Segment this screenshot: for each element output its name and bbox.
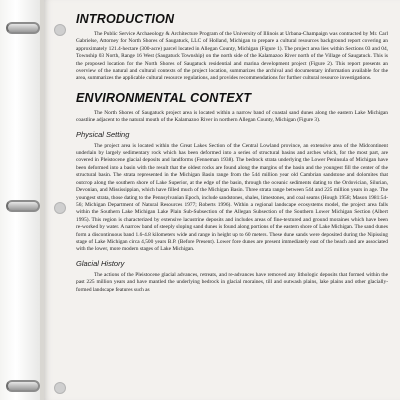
- document-page: [44, 0, 400, 400]
- punch-hole: [54, 202, 66, 214]
- binder-ring: [6, 200, 40, 212]
- glacial-history-heading: Glacial History: [76, 258, 125, 268]
- binder-ring: [6, 22, 40, 34]
- environmental-context-paragraph: The North Shores of Saugatuck project area is located within a narrow band of coastal sand dunes along the eastern Lake Michigan coastline adjacent to the natural mouth of the Kalamazoo River in northern Allegan County, Michigan (Figure 3).: [76, 109, 388, 124]
- physical-setting-heading: Physical Setting: [76, 129, 130, 139]
- binder-spine: [0, 0, 40, 400]
- binder-ring: [6, 380, 40, 392]
- introduction-heading: INTRODUCTION: [76, 12, 175, 26]
- punch-hole: [54, 24, 66, 36]
- glacial-history-paragraph: The actions of the Pleistocene glacial advances, retreats, and re-advances have removed any lithologic deposits that formed within the past 225 million years and have mantled the underlying bedrock in glacial moraines, till and outwash plains, lake plains and other glacially-formed landscape features such as: [76, 271, 388, 293]
- physical-setting-paragraph: The project area is located within the Great Lakes Section of the Central Lowland province, an extensive area of the Midcontinent underlain by largely sedimentary rock which has been deformed into a series of structural basins and arches which, for the most part, are covered in Pleistocene glacial deposits and landforms (Fenneman 1938). The bedrock strata underlying the Lower Peninsula of Michigan have been deformed into a basin with the result that the oldest rocks are found along the margins of the basin and the youngest fill the center of the structural basin. The strata represented in the Michigan Basin range from the 544 million year old Cambrian sandstone and dolomites that outcrop along the southern shore of Lake Superior, at the edge of the basin, through the oceanic sediments dating to the Ordovician, Silurian, Devonian, and Mississippian, which have filled much of the Michigan Basin. Three strata range between 544 and 225 million years in age. The youngest strata, those dating to the Pennsylvanian Epoch, include sandstones, shales, limestones, and coal seams (Hough 1958; Mason 1981:54-56; Michigan Department of Natural Resources 1977; Roberts 1996). Within a regional landscape ecosystems model, the project area falls within the Southern Lake Michigan Lake Plain Sub-Subsection of the Allegan Subsection of the Southern Lower Michigan Section (Albert 1995). This region is characterized by extensive lacustrine deposits and includes areas of fine-textured and ground moraines which have been re-worked by water. A narrow band of steeply sloping sand dunes is found along portions of the eastern shore of Lake Michigan. The sand dunes form a discontinuous band 1.6-4.8 kilometers wide and range in height up to 60 meters. These dune sands were deposited during the Nipissing stage of Lake Michigan circa 4,500 years B.P. (Before Present). Lower fore dunes are present immediately east of the beach and are associated with the lower, more modern stages of Lake Michigan.: [76, 142, 388, 253]
- introduction-paragraph: The Public Service Archaeology & Architecture Program of the University of Illinois at Urbana-Champaign was contracted by Mr. Carl Gabrielse, Attorney for North Shores of Saugatuck, LLC of Holland, Michigan to prepare a cultural resources background report covering an approximately 121.4-hectare (300-acre) parcel located in Allegan County, Michigan (Figure 1). The project area lies within Sections 03 and 04, Township 03 North, Range 16 West (Saugatuck Township) on the north side of the Kalamazoo River north of the Village of Saugatuck. This is the proposed location for the North Shores of Saugatuck residential and marina development project (Figure 2). This report presents an overview of the natural and cultural contexts of the project location, summarizes the archival and documentary information available for the area, summarizes the applicable cultural resource regulations, and provides recommendations for further cultural resource investigations.: [76, 31, 388, 82]
- environmental-context-heading: ENVIRONMENTAL CONTEXT: [76, 90, 252, 105]
- punch-hole: [54, 382, 66, 394]
